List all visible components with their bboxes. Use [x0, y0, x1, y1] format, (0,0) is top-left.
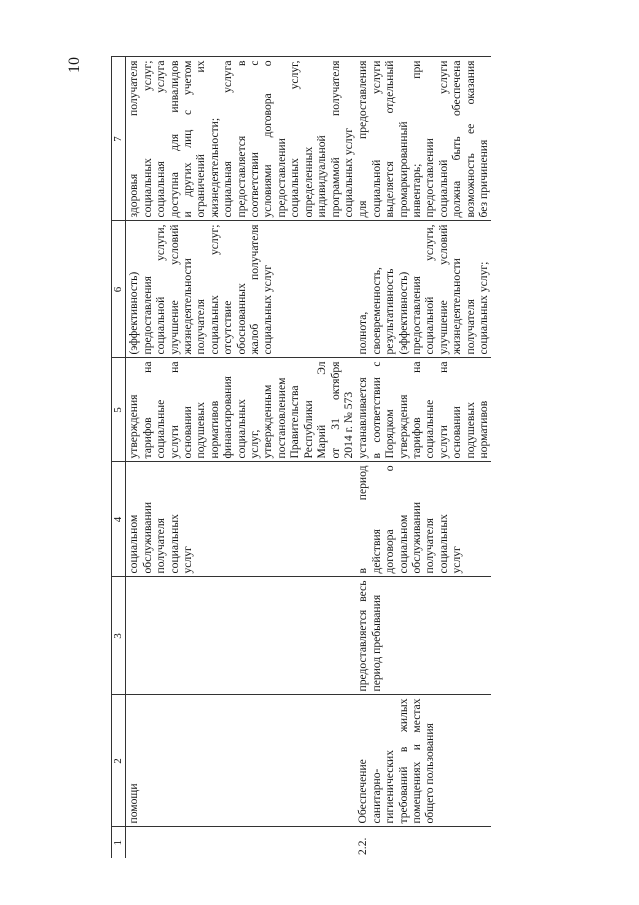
cell-text-line: период пребывания — [369, 594, 383, 692]
cell-text-line: социальных услуг, — [288, 60, 302, 218]
cell-text-line: социальная услуга — [154, 60, 168, 218]
cell-text-line: предоставляется в — [234, 60, 248, 218]
cell-text-line: требований в жилых — [396, 698, 410, 824]
row1-quality-cell — [126, 221, 355, 358]
cell-text-line: социальных — [167, 514, 181, 574]
cell-text-line: нормативов — [207, 400, 221, 459]
cell-text-line: социальном — [127, 514, 141, 574]
cell-text-line: обслуживании — [409, 501, 423, 574]
cell-text-line: социальном — [396, 514, 410, 574]
cell-text-line: социальных услуг — [261, 264, 275, 355]
cell-text-line: инвентарь; при — [409, 60, 423, 218]
row2-conditions-cell — [355, 57, 491, 221]
cell-text-line: соответствии с — [248, 60, 262, 218]
cell-text-line: улучшение условий — [167, 224, 181, 355]
cell-text-line: подушевых — [463, 402, 477, 459]
cell-text-line: доступна для инвалидов — [167, 60, 181, 218]
cell-text-line: действия — [369, 529, 383, 574]
cell-text-line: социальных услуг; — [476, 261, 490, 355]
cell-text-line: отсутствие — [221, 300, 235, 355]
row2-tariff-cell — [355, 358, 491, 462]
header-cell-3: 3 — [112, 577, 126, 695]
cell-text-line: определенных — [301, 146, 315, 218]
table-row — [355, 57, 491, 858]
cell-text-line: утверждения — [127, 394, 141, 459]
cell-text-line: тарифов на — [409, 361, 423, 459]
row1-tariff-cell — [126, 358, 355, 462]
cell-text-line: общего пользования — [423, 723, 437, 824]
cell-text-line: здоровья получателя — [127, 60, 141, 218]
cell-text-line: Порядком — [383, 409, 397, 459]
cell-text-line: полнота, — [356, 311, 370, 355]
cell-text-line: социальные — [423, 399, 437, 459]
cell-text-line: результативность — [383, 268, 397, 355]
cell-text-line: (эффективность) — [396, 271, 410, 355]
cell-text-line: условиями договора о — [261, 60, 275, 218]
row2-volume-cell — [355, 577, 491, 695]
table-header-row — [112, 57, 126, 858]
cell-text-line: социальной услуги — [436, 60, 450, 218]
cell-text-line: обоснованных — [234, 283, 248, 355]
row2-term-cell — [355, 462, 491, 577]
cell-text-line: социальной услуги, — [423, 224, 437, 355]
cell-text-line: санитарно- — [369, 768, 383, 824]
row2-service-name-cell — [355, 695, 491, 827]
header-cell-5: 5 — [112, 358, 126, 462]
cell-text-line: своевременность, — [369, 267, 383, 355]
cell-text-line: предоставляется весь — [356, 580, 370, 692]
cell-text-line: Республики — [301, 400, 315, 459]
cell-text-line: постановлением — [274, 377, 288, 459]
cell-text-line: получателя — [194, 299, 208, 355]
cell-text-line: предоставления — [409, 276, 423, 355]
cell-text-line: социальные — [154, 399, 168, 459]
cell-text-line: социальных — [234, 399, 248, 459]
page-number: 10 — [66, 57, 83, 73]
cell-text-line: утверждения — [396, 394, 410, 459]
cell-text-line: социальных — [436, 514, 450, 574]
cell-text-line: предоставлении — [274, 138, 288, 218]
cell-text-line: услуг — [450, 546, 464, 574]
cell-text-line: тарифов на — [140, 361, 154, 459]
cell-text-line: услуги на — [167, 361, 181, 459]
cell-text-line: основании — [450, 406, 464, 459]
cell-text-line: услуги на — [436, 361, 450, 459]
cell-text-line: социальных услуг — [341, 127, 355, 218]
cell-text-line: программой получателя — [328, 60, 342, 218]
cell-text-line: Марий Эл — [315, 361, 329, 459]
header-cell-6: 6 — [112, 221, 126, 358]
cell-text-line: предоставления — [140, 276, 154, 355]
cell-text-line: услуг, — [248, 429, 262, 459]
cell-text-line: основании — [181, 406, 195, 459]
cell-text-line: в период — [356, 465, 370, 574]
row1-conditions-cell — [126, 57, 355, 221]
cell-text-line: жизнедеятельности; — [207, 117, 221, 218]
cell-text-line: помощи — [127, 783, 141, 824]
row2-number-cell: 2.2. — [356, 837, 370, 855]
cell-text-line: социальная услуга — [221, 60, 235, 218]
cell-text-line: предоставлении — [423, 138, 437, 218]
cell-text-line: устанавливается — [356, 377, 370, 459]
cell-text-line: получателя — [423, 518, 437, 574]
cell-text-line: улучшение условий — [436, 224, 450, 355]
cell-text-line: договора о — [383, 465, 397, 574]
cell-text-line: нормативов — [476, 400, 490, 459]
cell-text-line: ограничений их — [194, 60, 208, 218]
cell-text-line: помещениях и местах — [409, 698, 423, 824]
cell-text-line: получателя — [463, 299, 477, 355]
cell-text-line: (эффективность) — [127, 271, 141, 355]
header-cell-1: 1 — [112, 827, 126, 858]
row2-quality-cell — [355, 221, 491, 358]
cell-text-line: гигиенических — [383, 749, 397, 824]
cell-text-line: Правительства — [288, 385, 302, 459]
services-table — [111, 57, 491, 859]
cell-text-line: должна быть обеспечена — [450, 60, 464, 218]
cell-text-line: Обеспечение — [356, 759, 370, 824]
cell-text-line: социальной услуги, — [154, 224, 168, 355]
cell-text-line: финансирования — [221, 376, 235, 459]
header-cell-7: 7 — [112, 57, 126, 221]
cell-text-line: жизнедеятельности — [181, 258, 195, 355]
cell-text-line: жалоб получателя — [248, 224, 262, 355]
cell-text-line: выделяется отдельный — [383, 60, 397, 218]
row1-volume-cell — [126, 577, 355, 695]
cell-text-line: утвержденным — [261, 384, 275, 459]
table-row — [126, 57, 355, 858]
cell-text-line: обслуживании — [140, 501, 154, 574]
cell-text-line: социальных услуг; — [207, 224, 221, 355]
header-cell-2: 2 — [112, 695, 126, 827]
cell-text-line: без причинения — [476, 139, 490, 218]
cell-text-line: услуг — [181, 546, 195, 574]
cell-text-line: в соответствии с — [369, 361, 383, 459]
cell-text-line: промаркированный — [396, 121, 410, 218]
cell-text-line: и других лиц с учетом — [181, 60, 195, 218]
cell-text-line: жизнедеятельности — [450, 258, 464, 355]
cell-text-line: для предоставления — [356, 60, 370, 218]
row1-number-cell — [126, 827, 355, 858]
cell-text-line: возможность ее оказания — [463, 60, 477, 218]
cell-text-line: от 31 октября — [328, 361, 342, 459]
row1-term-cell — [126, 462, 355, 577]
cell-text-line: социальной услуги — [369, 60, 383, 218]
cell-text-line: подушевых — [194, 402, 208, 459]
cell-text-line: индивидуальной — [315, 135, 329, 218]
header-cell-4: 4 — [112, 462, 126, 577]
cell-text-line: получателя — [154, 518, 168, 574]
cell-text-line: социальных услуг; — [140, 60, 154, 218]
row1-service-name-cell — [126, 695, 355, 827]
cell-text-line: 2014 г. № 573 — [341, 391, 355, 459]
